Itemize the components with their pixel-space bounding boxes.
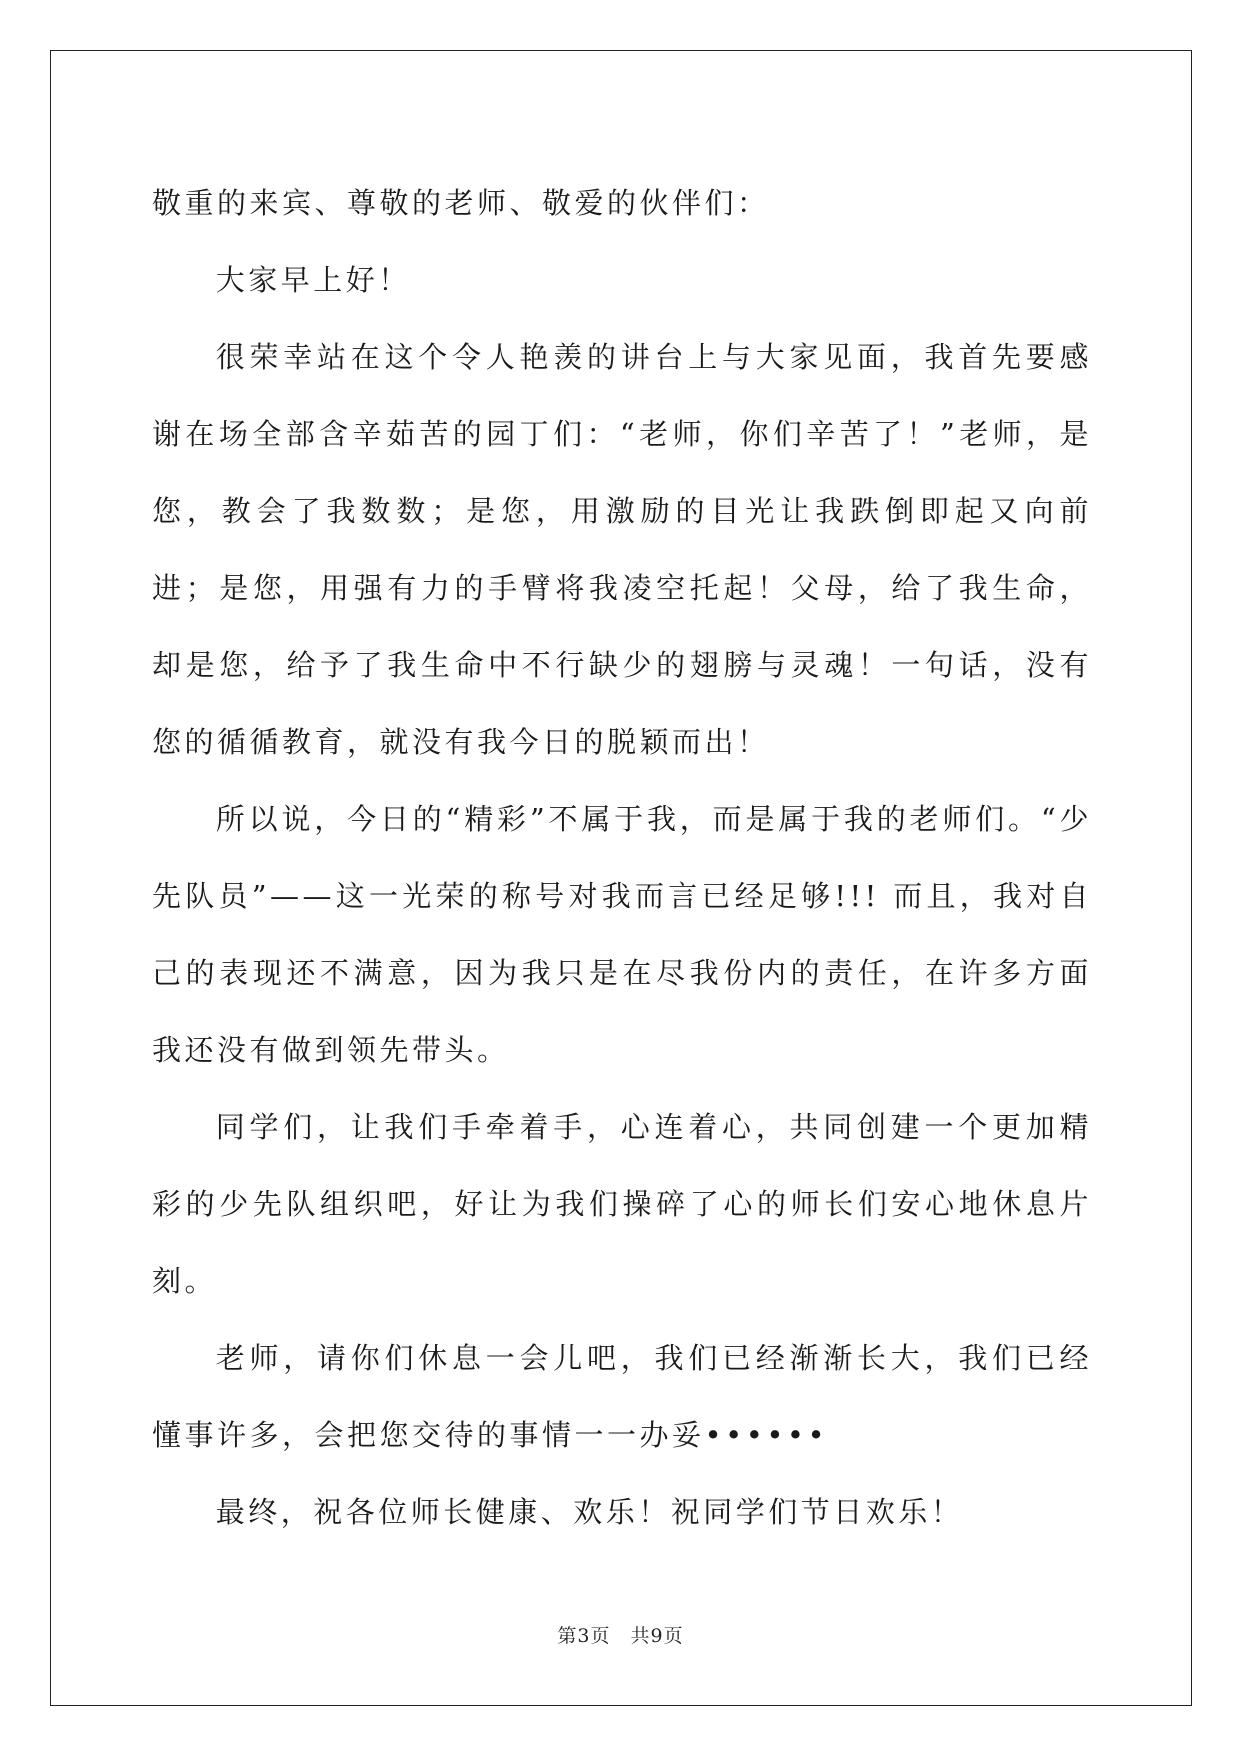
- page-footer: [0, 1621, 1241, 1648]
- paragraph-honor: 所以说，今日的“精彩”不属于我，而是属于我的老师们。“少先队员”——这一光荣的称号对我而言已经足够!!! 而且，我对自己的表现还不满意，因为我只是在尽我份内的责任，在许多方面我还没有做到领先带头。: [152, 802, 1092, 1067]
- page-number: 第3页: [557, 1625, 611, 1647]
- paragraph-to-teachers: 老师，请你们休息一会儿吧，我们已经渐渐长大，我们已经懂事许多，会把您交待的事情一一办妥••••••: [152, 1341, 1092, 1452]
- paragraph-thanks: 很荣幸站在这个令人艳羡的讲台上与大家见面，我首先要感谢在场全部含辛茹苦的园丁们：“老师，你们辛苦了！”老师，是您，教会了我数数；是您，用激励的目光让我跌倒即起又向前进；是您，用强有力的手臂将我凌空托起！父母，给了我生命，却是您，给予了我生命中不行缺少的翅膀与灵魂！一句话，没有您的循循教育，就没有我今日的脱颖而出！: [152, 340, 1092, 759]
- document-body: [152, 165, 1092, 1551]
- salutation: 敬重的来宾、尊敬的老师、敬爱的伙伴们：: [152, 186, 770, 220]
- page-total: 共9页: [630, 1625, 684, 1647]
- paragraph-closing: 最终，祝各位师长健康、欢乐！祝同学们节日欢乐！: [215, 1495, 964, 1529]
- paragraph-call-to-classmates: 同学们，让我们手牵着手，心连着心，共同创建一个更加精彩的少先队组织吧，好让为我们操碎了心的师长们安心地休息片刻。: [152, 1110, 1092, 1298]
- paragraph-greeting: 大家早上好！: [215, 263, 411, 297]
